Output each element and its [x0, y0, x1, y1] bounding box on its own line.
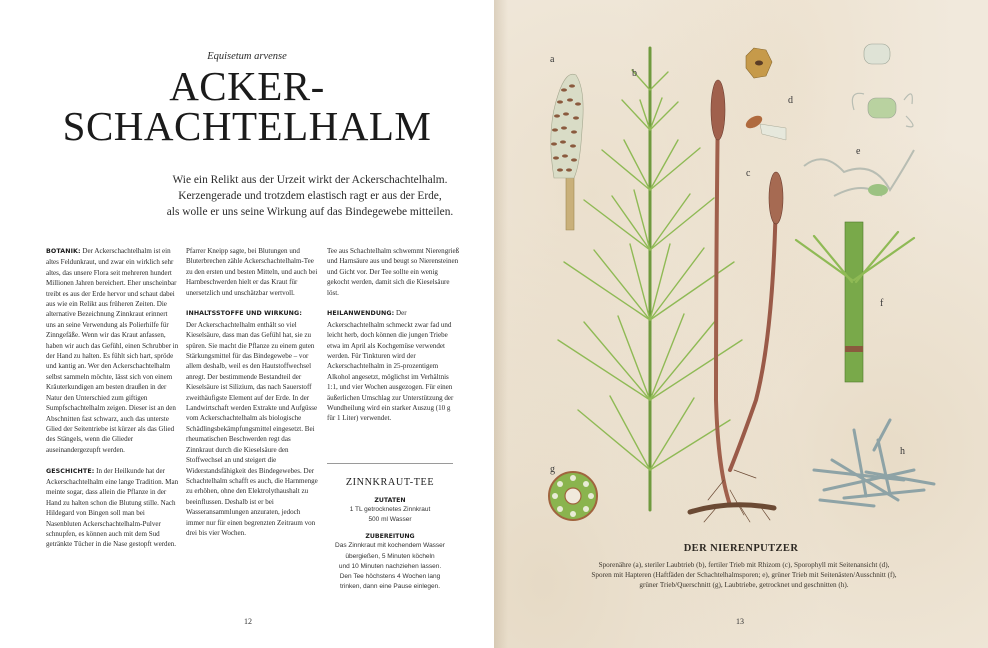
- figure-label-b: b: [632, 68, 637, 79]
- fertile-shoot-illustration: [690, 80, 783, 522]
- section-inhaltsstoffe: [186, 308, 319, 538]
- dried-herb-illustration: [814, 420, 934, 506]
- figure-label-c: c: [746, 168, 751, 179]
- lead-line-1: Wie ein Relikt aus der Urzeit wirkt der Ackerschachtelhalm.: [172, 174, 448, 186]
- text-column-2: [186, 246, 319, 549]
- preparation-line: Den Tee höchstens 4 Wochen lang: [339, 573, 441, 581]
- text-column-3: [327, 246, 460, 434]
- lead-paragraph: [130, 172, 490, 220]
- ingredient: 500 ml Wasser: [368, 516, 412, 524]
- latin-name: Equisetum arvense: [207, 51, 287, 62]
- sporophyll-illustration: [744, 48, 786, 140]
- figure-label-e: e: [856, 146, 861, 157]
- spore-cone-illustration: [551, 74, 583, 230]
- preparation-line: und 10 Minuten nachziehen lassen.: [338, 562, 442, 570]
- section-text: Der Ackerschachtelhalm schmeckt zwar fad und leicht herb, doch können die jungen Triebe etwa im April als Kochgemüse verwendet werden. Für Tinkturen wird der Ackerschachtelhalm in 25-prozentigem Alkohol angesetzt, möglichst im Verhältnis 1:1, und vier Wochen ausgezogen. Für einen äußerlichen Umschlag zur Unterstützung der Wundheilung wird ein starker Auszug (10 g für 1 Liter) verwendet.: [327, 309, 454, 423]
- section-geschichte: [46, 466, 179, 550]
- figure-label-h: h: [900, 446, 905, 457]
- preparation-line: übergießen, 5 Minuten köcheln: [345, 552, 435, 560]
- section-heading: HEILANWENDUNG:: [327, 310, 395, 318]
- caption-line-2: Sporen mit Hapteren (Haftfäden der Schachtelhalmsporen; e), grüner Trieb mit Seitenästen/Ausschnitt (f),: [591, 571, 897, 580]
- preparation-heading: ZUBEREITUNG: [365, 533, 415, 541]
- title-line-1: ACKER-: [169, 63, 325, 109]
- lead-line-3: als wolle er uns seine Wirkung auf das Bindegewebe mitteilen.: [166, 206, 454, 218]
- section-text: In der Heilkunde hat der Ackerschachtelhalm eine lange Tradition. Man meinte sogar, dass allein die Pflanze in der Hand zu halten schon die Blutung stille. Nach Hildegard von Bingen soll man bei Nasenbluten Ackerschachtelhalm-Pulver schnupfen, es können auch mit dem Sud getränkte Tücher in die Nase gestopft werden.: [46, 466, 179, 549]
- page-number-left: 12: [244, 617, 252, 626]
- caption-line-3: grüner Trieb/Querschnitt (g), Laubtriebe, getrocknet und geschnitten (h).: [639, 581, 849, 590]
- ingredient: 1 TL getrocknetes Zinnkraut: [349, 506, 431, 513]
- section-text: Der Ackerschachtelhalm enthält so viel Kieselsäure, dass man das Gefühl hat, sie zu spüren. Sie macht die Pflanze zu einem guten Stärkungsmittel für das Bindegewebe – vor allem deshalb, weil es den Hautstoffwechsel anregt. Der bestimmende Bestandteil der Kieselsäure ist Silizium, das nach Sauerstoff zweithäufigste Element auf der Erde. In der Landwirtschaft werden Extrakte und Aufgüsse vom Ackerschachtelhalm als biologische Schädlingsbekämpfungsmittel eingesetzt. Bei rheumatischen Beschwerden regt das Zinnkraut durch die Kieselsäure den Stoffwechsel an und steigert die Widerstandsfähigkeit des Bindegewebes. Der Schachtelhalm schafft es auch, die Harnmenge zu erhöhen, ohne den Elektrolythaushalt zu beeinflussen. Deshalb ist er bei Wasseransammlungen anzuraten, jedoch immer nur für einen begrenzten Zeitraum von drei bis vier Wochen.: [186, 320, 318, 537]
- recipe-divider: [327, 463, 453, 464]
- section-heading: GESCHICHTE:: [46, 467, 95, 475]
- text-column-1: [46, 246, 179, 560]
- green-shoot-segment-illustration: [796, 222, 914, 382]
- section-heilanwendung: [327, 308, 460, 423]
- lead-line-2: Kerzengerade und trotzdem elastisch ragt er aus der Erde,: [178, 190, 442, 202]
- right-page: [494, 0, 988, 648]
- cross-section-illustration: [549, 472, 597, 520]
- plate-title: DER NIERENPUTZER: [683, 543, 799, 554]
- figure-label-a: a: [550, 54, 555, 65]
- title-line-2: SCHACHTELHALM: [62, 103, 432, 149]
- recipe-box: [327, 463, 453, 592]
- preparation-line: Das Zinnkraut mit kochendem Wasser: [335, 542, 445, 550]
- section-heading: BOTANIK:: [46, 248, 81, 255]
- section-text: Der Ackerschachtelhalm ist ein altes Feldunkraut, und zwar ein wirklich sehr altes, das unsere Flora seit mehreren hundert Millionen Jahren bereichert. Eher unscheinbar treibt es aus der Erde hervor und schaut dabei aus wie ein Relikt aus früheren Zeiten. Die alternative Bezeichnung Zinnkraut erinnert uns an seine Verwendung als Polierhilfe für Zinngefäße. Wenn wir das Kraut anfassen, haben wir auch das Gefühl, einen Schrubber in der Hand zu halten. Es fühlt sich hart, spröde und kantig an. Wer den Ackerschachtelhalm selbst sammeln möchte, lässt sich von einem Kräuterkundigen am besten draußen in der Natur den Unterschied zum giftigen Sumpfschachtelhalm zeigen. Dieser ist an den Abschnitten fast schwarz, auch das unterste Glied der Seitentriebe ist kürzer als das Glied des Stängels, wenn die Glieder auseinandergezupft werden.: [46, 247, 179, 454]
- preparation-line: trinken, dann eine Pause einlegen.: [339, 583, 441, 591]
- page-number-right: 13: [736, 617, 744, 626]
- recipe-title: ZINNKRAUT-TEE: [345, 477, 435, 488]
- spores-illustration: [804, 44, 914, 196]
- section-botanik: [46, 246, 179, 455]
- figure-label-f: f: [880, 298, 884, 309]
- figure-label-d: d: [788, 95, 793, 106]
- section-tee: Tee aus Schachtelhalm schwemmt Nierengrieß und Harnsäure aus und beugt so Nierensteinen und Gicht vor. Der Tee sollte ein wenig gekocht werden, damit sich die Kieselsäure löst.: [327, 247, 460, 297]
- caption-line-1: Sporenähre (a), steriler Laubtrieb (b), fertiler Trieb mit Rhizom (c), Sporophyll mit Seitenansicht (d),: [598, 561, 890, 569]
- section-kneipp: Pfarrer Kneipp sagte, bei Blutungen und Bluterbrechen zähle Ackerschachtelhalm-Tee zu den ersten und besten Mitteln, und auch bei Harnbeschwerden hielt er das Kraut für unersetzlich und unschätzbar wertvoll.: [186, 247, 318, 297]
- ingredients-heading: ZUTATEN: [374, 497, 406, 504]
- page-title: [0, 63, 494, 149]
- plate-caption: [534, 560, 954, 591]
- section-heading: INHALTSSTOFFE UND WIRKUNG:: [186, 310, 302, 318]
- figure-label-g: g: [550, 464, 555, 475]
